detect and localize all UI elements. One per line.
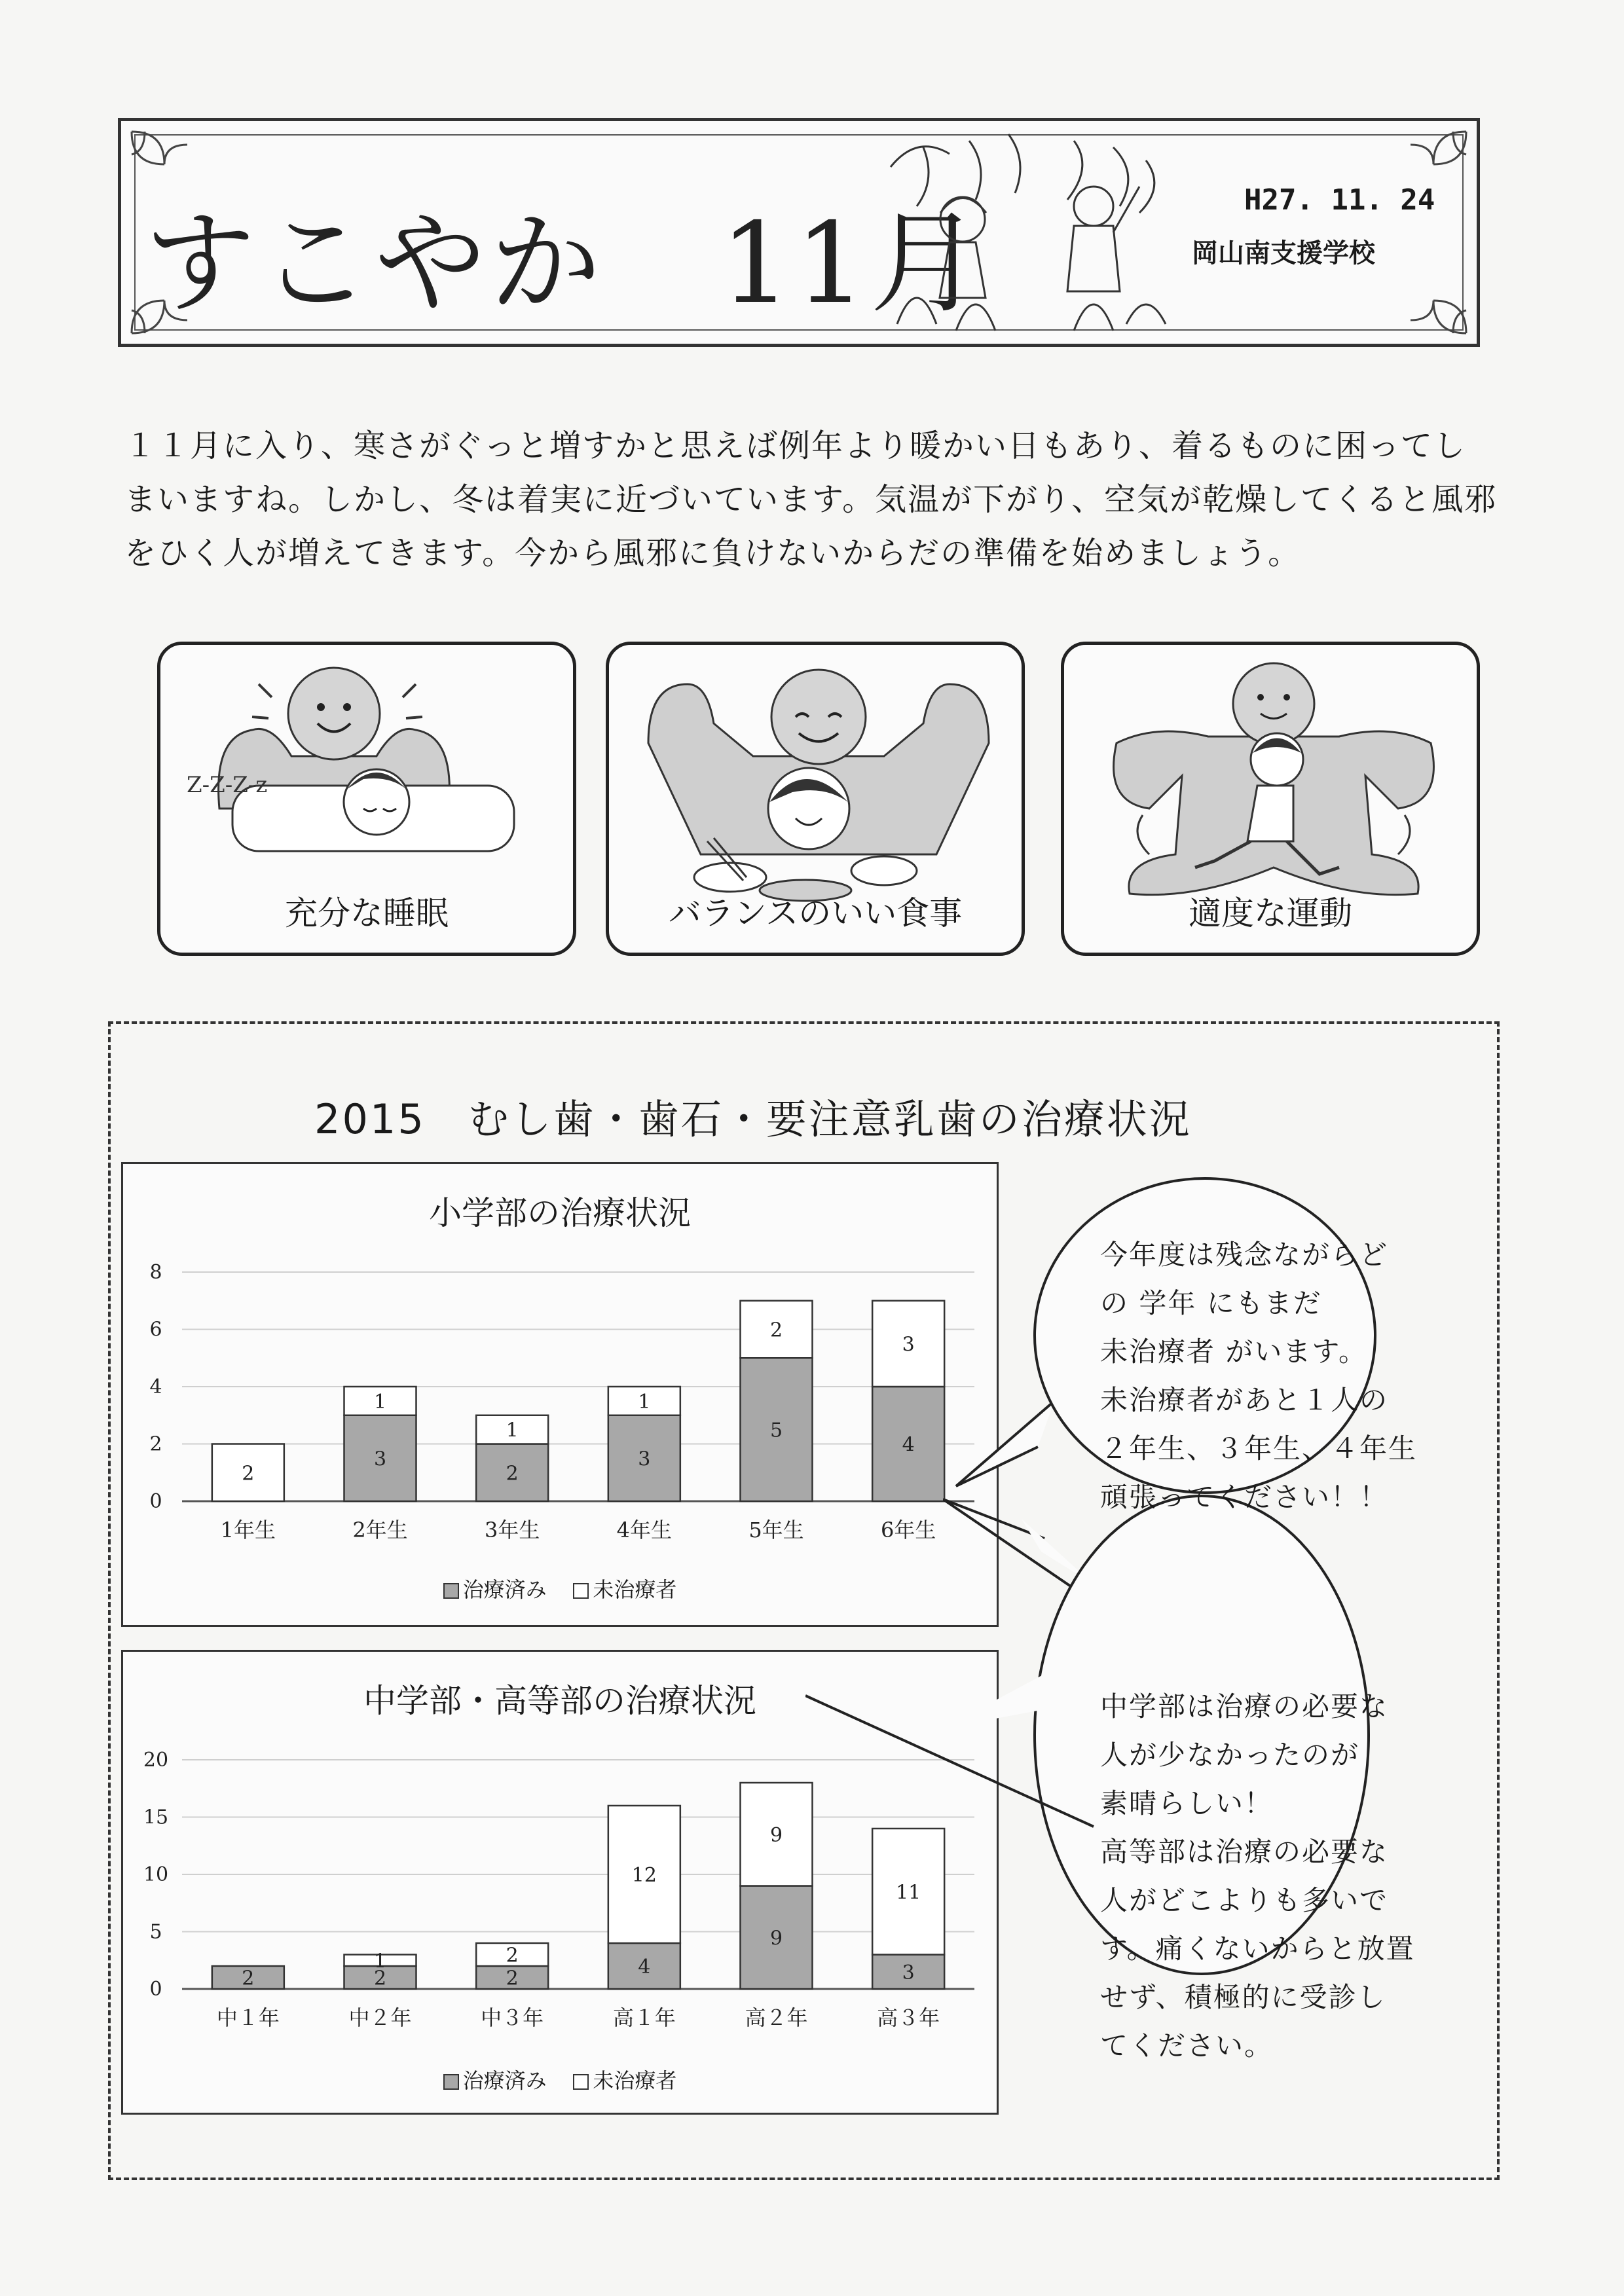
bubble-line: 中学部は治療の必要な: [1100, 1690, 1389, 1722]
bubble-line: 人が少なかったのが: [1100, 1739, 1360, 1771]
elementary-bar-chart: [123, 1164, 997, 1625]
data-label: 2: [242, 1462, 255, 1485]
legend-untreated: 未治療者: [593, 2068, 677, 2093]
data-label: 3: [902, 1961, 915, 1984]
data-label: 9: [769, 1823, 783, 1847]
data-label: 3: [902, 1333, 915, 1357]
bubble-line: 頑張ってください！！: [1100, 1481, 1389, 1513]
school-name: 岡山南支援学校: [1192, 238, 1375, 268]
legend-swatch-untreated: [573, 2074, 589, 2090]
elementary-bubble-text: [1100, 1231, 1417, 1522]
bubble-line: 未治療者 がいます。: [1100, 1336, 1367, 1368]
data-label: 11: [896, 1881, 921, 1904]
y-tick-label: 0: [149, 1978, 162, 2001]
bubble-line: 高等部は治療の必要な: [1100, 1836, 1389, 1868]
data-label: 3: [638, 1448, 651, 1471]
x-tick-label: 2年生: [352, 1518, 408, 1542]
chart-title: 小学部の治療状況: [429, 1194, 691, 1232]
intro-line: １１月に入り、寒さがぐっと増すかと思えば例年より暖かい日もあり、着るものに困ってし: [124, 428, 1467, 464]
data-label: 2: [506, 1944, 519, 1967]
y-tick-label: 10: [143, 1863, 169, 1886]
intro-line: をひく人が増えてきます。今から風邪に負けないからだの準備を始めましょう。: [124, 535, 1301, 572]
x-tick-label: 中３年: [481, 2005, 544, 2030]
data-label: 4: [638, 1956, 651, 1978]
y-tick-label: 0: [149, 1490, 162, 1513]
exercise-panel: [1061, 642, 1480, 956]
intro-line: まいますね。しかし、冬は着実に近づいています。気温が下がり、空気が乾燥してくると風邪: [124, 481, 1498, 518]
x-tick-label: 中２年: [348, 2005, 412, 2030]
x-tick-label: 6年生: [880, 1518, 936, 1542]
panel-caption: 適度な運動: [1189, 894, 1352, 932]
x-tick-label: 中１年: [216, 2005, 280, 2030]
legend-treated: 治療済み: [462, 1577, 547, 1602]
y-tick-label: 5: [149, 1920, 162, 1944]
data-label: 1: [373, 1390, 387, 1413]
y-tick-label: 6: [149, 1318, 162, 1341]
secondary-bubble-text: [1100, 1683, 1415, 2070]
chart-legend: [123, 1573, 997, 1603]
x-tick-label: 5年生: [748, 1518, 804, 1542]
bubble-line: 人がどこよりも多いで: [1100, 1884, 1389, 1916]
legend-untreated: 未治療者: [593, 1577, 677, 1602]
legend-swatch-untreated: [573, 1583, 589, 1599]
elementary-chart-box: [121, 1162, 999, 1627]
y-tick-label: 15: [143, 1806, 169, 1829]
dental-section-title: 2015 むし歯・歯石・要注意乳歯の治療状況: [314, 1095, 1192, 1143]
bubble-line: 素晴らしい！: [1100, 1787, 1274, 1819]
data-label: 2: [373, 1967, 387, 1990]
data-label: 2: [506, 1967, 519, 1990]
hiking-children-illustration: [877, 128, 1172, 337]
data-label: 1: [373, 1950, 387, 1973]
legend-swatch-treated: [443, 1583, 459, 1599]
data-label: 5: [769, 1419, 783, 1442]
x-tick-label: 3年生: [484, 1518, 540, 1542]
issue-date: H27. 11. 24: [1244, 183, 1435, 217]
data-label: 1: [638, 1390, 651, 1413]
data-label: 12: [631, 1864, 657, 1887]
x-tick-label: 高２年: [745, 2005, 808, 2030]
data-label: 2: [769, 1319, 783, 1342]
sleep-panel: [157, 642, 576, 956]
bubble-line: てください。: [1100, 2030, 1274, 2062]
x-tick-label: 4年生: [616, 1518, 673, 1542]
data-label: 9: [769, 1927, 783, 1950]
x-tick-label: 高１年: [612, 2005, 676, 2030]
intro-paragraph: [124, 419, 1500, 580]
legend-swatch-treated: [443, 2074, 459, 2090]
y-tick-label: 2: [149, 1432, 162, 1456]
x-tick-label: 1年生: [220, 1518, 276, 1542]
bubble-line: 未治療者があと１人の: [1100, 1384, 1389, 1416]
panel-caption: バランスのいい食事: [668, 894, 963, 932]
data-label: 2: [242, 1967, 255, 1990]
bubble-line: せず、積極的に受診し: [1100, 1981, 1386, 2013]
y-tick-label: 4: [149, 1376, 162, 1398]
x-tick-label: 高３年: [877, 2005, 940, 2030]
y-tick-label: 20: [143, 1749, 169, 1772]
bubble-line: の 学年 にもまだ: [1100, 1287, 1322, 1319]
data-label: 2: [506, 1462, 519, 1485]
panel-caption: 充分な睡眠: [285, 894, 449, 932]
chart-title: 中学部・高等部の治療状況: [363, 1682, 756, 1720]
data-label: 4: [902, 1433, 915, 1457]
svg-text:Z-Z-Z-z: Z-Z-Z-z: [187, 772, 268, 798]
legend-treated: 治療済み: [462, 2068, 547, 2093]
meal-panel: [606, 642, 1025, 956]
bubble-pointer: [805, 1676, 1100, 1846]
newsletter-title: すこやか 11月: [144, 199, 986, 329]
data-label: 1: [506, 1419, 519, 1442]
bubble-line: 今年度は残念ながらど: [1100, 1239, 1389, 1271]
data-label: 3: [373, 1448, 387, 1471]
bubble-line: ２年生、３年生、４年生: [1100, 1432, 1418, 1465]
y-tick-label: 8: [149, 1261, 162, 1284]
chart-legend: [123, 2064, 997, 2094]
bubble-line: す。痛くないからと放置: [1100, 1933, 1415, 1965]
corner-ornament-icon: [1401, 268, 1473, 340]
